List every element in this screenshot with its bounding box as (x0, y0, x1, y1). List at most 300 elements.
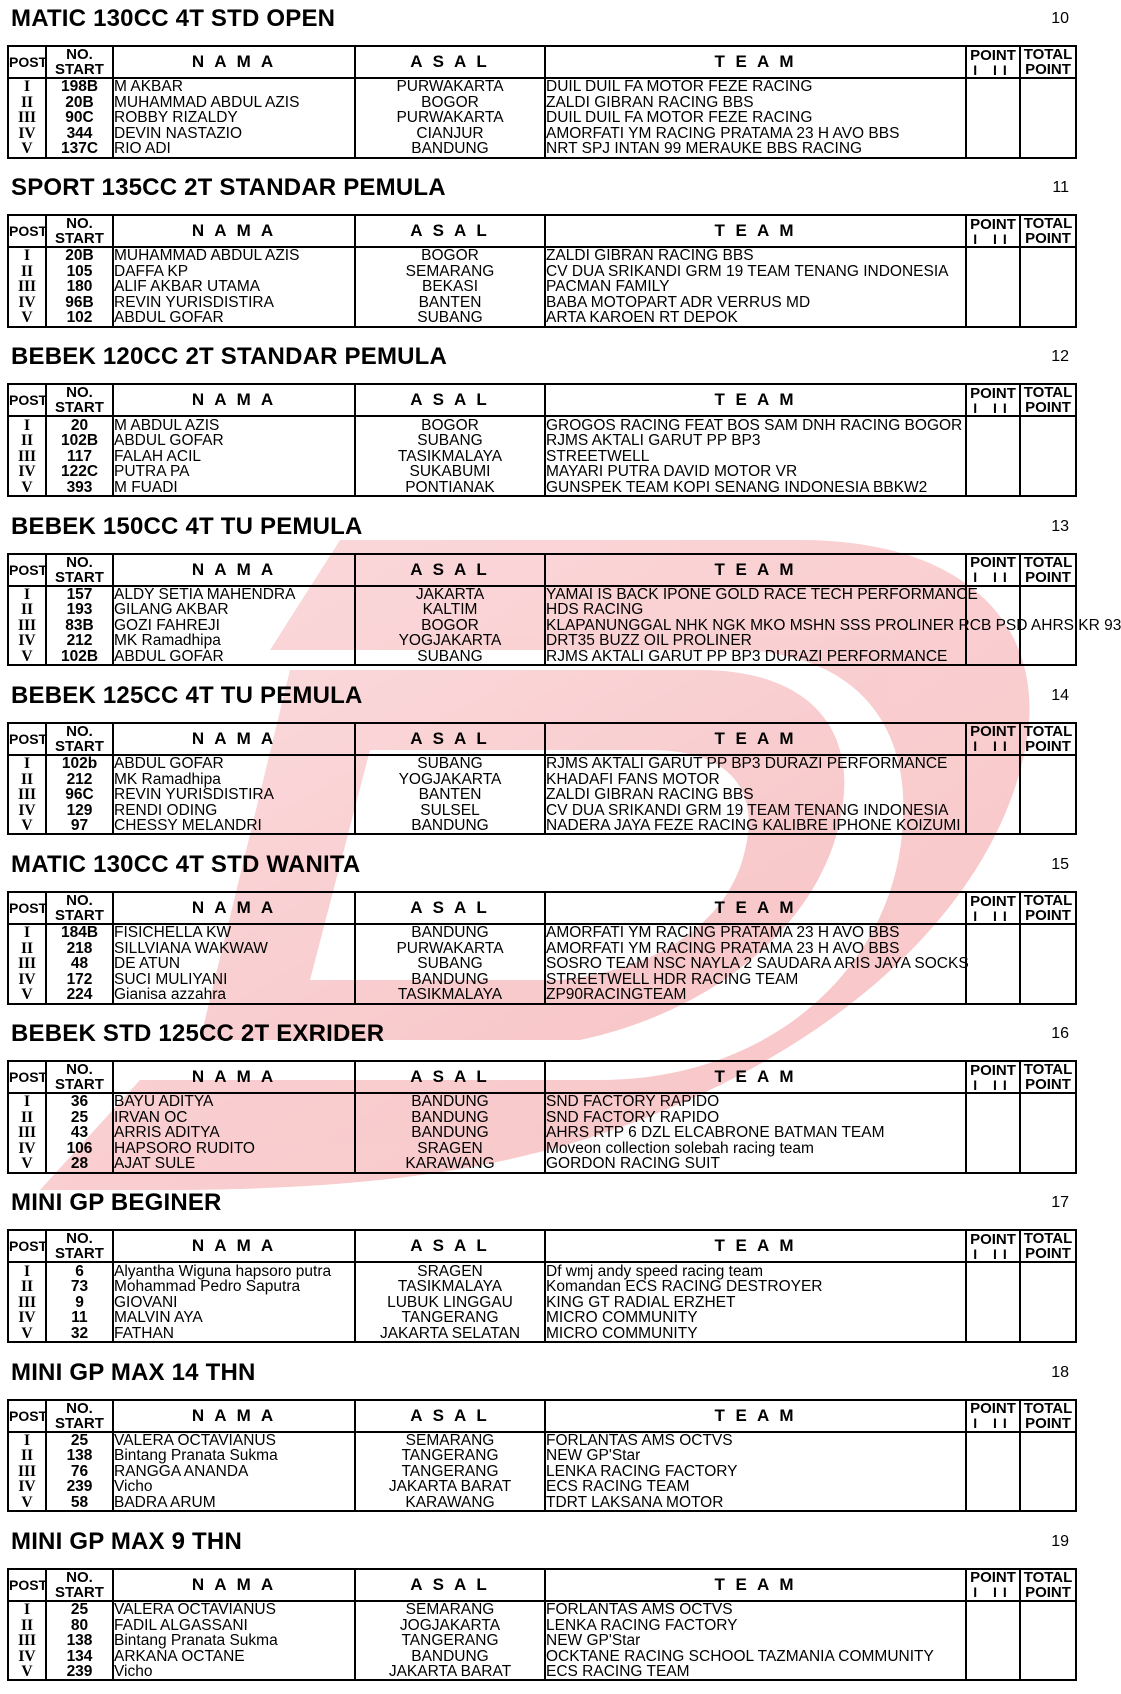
table-row (8, 78, 1076, 95)
total-point-cell (1020, 1310, 1076, 1326)
table-row (8, 987, 1076, 1004)
column-header-asal: A S A L (355, 554, 545, 586)
rider-name-cell: ROBBY RIZALDY (113, 110, 355, 126)
position-cell: I (8, 416, 46, 433)
table-row (8, 755, 1076, 772)
race-class-section (7, 511, 1121, 679)
position-cell: III (8, 787, 46, 803)
start-number-cell: 90C (46, 110, 113, 126)
position-cell: IV (8, 802, 46, 818)
column-header-pos: POST (8, 1569, 46, 1601)
table-row (8, 586, 1076, 603)
position-cell: V (8, 818, 46, 835)
column-header-nama: N A M A (113, 215, 355, 247)
rider-name-cell: ALIF AKBAR UTAMA (113, 279, 355, 295)
column-header-nama: N A M A (113, 46, 355, 78)
column-header-start: START (55, 1076, 104, 1094)
team-cell: KING GT RADIAL ERZHET (545, 1294, 966, 1310)
point-cell (966, 633, 1020, 649)
column-header-total-label: TOTAL (1023, 1230, 1073, 1248)
origin-cell: BEKASI (355, 279, 545, 295)
column-header-team: T E A M (545, 723, 966, 755)
total-point-cell (1020, 433, 1076, 449)
rider-name-cell: FISICHELLA KW (113, 924, 355, 941)
column-header-point (966, 215, 1020, 247)
position-cell: IV (8, 633, 46, 649)
start-number-cell: 80 (46, 1617, 113, 1633)
table-row (8, 1633, 1076, 1649)
column-header-point (966, 723, 1020, 755)
rider-name-cell: MUHAMMAD ABDUL AZIS (113, 247, 355, 264)
column-header-total-point-label: POINT (1025, 1076, 1071, 1094)
position-cell: IV (8, 464, 46, 480)
column-header-point (966, 1230, 1020, 1262)
position-cell: II (8, 95, 46, 111)
column-header-no-start (46, 1400, 113, 1432)
position-cell: V (8, 649, 46, 666)
race-class-number: 10 (1051, 10, 1069, 27)
table-row (8, 479, 1076, 496)
column-header-point (966, 892, 1020, 924)
column-header-start: START (55, 907, 104, 924)
race-class-section (7, 1187, 1077, 1355)
table-row (8, 264, 1076, 280)
total-point-cell (1020, 310, 1076, 327)
race-class-title: MINI GP BEGINER (11, 1189, 222, 1217)
position-cell: II (8, 1617, 46, 1633)
table-header-row (8, 723, 1076, 755)
race-class-title: MINI GP MAX 14 THN (11, 1358, 256, 1386)
point-cell (966, 1110, 1020, 1126)
total-point-cell (1020, 264, 1076, 280)
point-cell (966, 818, 1020, 835)
table-row (8, 787, 1076, 803)
race-class-section (7, 849, 1077, 1017)
column-header-total-point (1020, 723, 1076, 755)
start-number-cell: 344 (46, 126, 113, 142)
position-cell: II (8, 433, 46, 449)
team-cell: RJMS AKTALI GARUT PP BP3 DURAZI PERFORMANCE (545, 755, 966, 772)
total-point-cell (1020, 771, 1076, 787)
total-point-cell (1020, 126, 1076, 142)
total-point-cell (1020, 1093, 1076, 1110)
start-number-cell: 105 (46, 264, 113, 280)
total-point-cell (1020, 110, 1076, 126)
column-header-total-point-label: POINT (1025, 568, 1071, 586)
total-point-cell (1020, 1648, 1076, 1664)
team-cell: ECS RACING TEAM (545, 1479, 966, 1495)
origin-cell: BANDUNG (355, 141, 545, 158)
table-row (8, 416, 1076, 433)
team-cell: DUIL DUIL FA MOTOR FEZE RACING (545, 110, 966, 126)
column-header-point (966, 46, 1020, 78)
column-header-total-point-label: POINT (1025, 737, 1071, 755)
table-header-row (8, 1061, 1076, 1093)
table-header-row (8, 1400, 1076, 1432)
column-header-pos: POST (8, 215, 46, 247)
table-row (8, 818, 1076, 835)
start-number-cell: 43 (46, 1125, 113, 1141)
column-header-total-label: TOTAL (1023, 892, 1073, 909)
point-cell (966, 1310, 1020, 1326)
race-class-title: MINI GP MAX 9 THN (11, 1527, 242, 1555)
column-header-no: NO. (66, 46, 93, 63)
position-cell: III (8, 1464, 46, 1480)
column-header-no-start (46, 46, 113, 78)
start-number-cell: 172 (46, 972, 113, 988)
origin-cell: TASIKMALAYA (355, 987, 545, 1004)
column-header-point-label: POINT (970, 892, 1016, 910)
column-header-no: NO. (66, 384, 93, 402)
origin-cell: BANDUNG (355, 1110, 545, 1126)
team-cell: YAMAI IS BACK IPONE GOLD RACE TECH PERFORMANCE (546, 585, 978, 603)
table-row (8, 956, 1076, 972)
point-cell (966, 1262, 1020, 1279)
team-cell: Df wmj andy speed racing team (545, 1262, 966, 1279)
position-cell: V (8, 987, 46, 1004)
start-number-cell: 9 (46, 1294, 113, 1310)
origin-cell: BANTEN (355, 295, 545, 311)
total-point-cell (1020, 1601, 1076, 1618)
point-cell (966, 602, 1020, 618)
column-header-point (966, 384, 1020, 416)
position-cell: III (8, 448, 46, 464)
position-cell: IV (8, 972, 46, 988)
column-header-point-label: POINT (970, 723, 1016, 741)
column-header-point-label: POINT (970, 215, 1016, 233)
table-row (8, 1325, 1076, 1342)
column-header-point (966, 1400, 1020, 1432)
table-row (8, 1464, 1076, 1480)
position-cell: II (8, 771, 46, 787)
start-number-cell: 20B (46, 247, 113, 264)
column-header-asal: A S A L (355, 1061, 545, 1093)
column-header-total-point (1020, 384, 1076, 416)
origin-cell: PURWAKARTA (355, 78, 545, 95)
origin-cell: BANTEN (355, 787, 545, 803)
column-header-point-heats: I II (973, 738, 1013, 755)
start-number-cell: 25 (46, 1110, 113, 1126)
origin-cell: JAKARTA BARAT (355, 1664, 545, 1681)
position-cell: II (8, 941, 46, 957)
table-row (8, 924, 1076, 941)
table-row (8, 279, 1076, 295)
position-cell: II (8, 602, 46, 618)
column-header-point (966, 554, 1020, 586)
position-cell: V (8, 479, 46, 496)
table-row (8, 448, 1076, 464)
origin-cell: BOGOR (355, 247, 545, 264)
point-cell (966, 755, 1020, 772)
origin-cell: PURWAKARTA (355, 110, 545, 126)
team-cell: CV DUA SRIKANDI GRM 19 TEAM TENANG INDONESIA (545, 802, 966, 818)
race-class-section (7, 1018, 1077, 1186)
team-cell: AHRS RTP 6 DZL ELCABRONE BATMAN TEAM (545, 1125, 966, 1141)
rider-name-cell: Vicho (113, 1479, 355, 1495)
position-cell: I (8, 755, 46, 772)
column-header-total-point (1020, 554, 1076, 586)
column-header-total-point (1020, 1569, 1076, 1601)
column-header-team: T E A M (545, 1400, 966, 1432)
table-header-row (8, 1230, 1076, 1262)
race-class-number: 19 (1051, 1532, 1069, 1550)
column-header-point-heats: I II (973, 569, 1013, 586)
origin-cell: TASIKMALAYA (355, 1279, 545, 1295)
point-cell (966, 279, 1020, 295)
rider-name-cell: FALAH ACIL (113, 448, 355, 464)
origin-cell: SUKABUMI (355, 464, 545, 480)
column-header-pos: POST (8, 1061, 46, 1093)
start-number-cell: 137C (46, 141, 113, 158)
origin-cell: JAKARTA (355, 586, 545, 603)
total-point-cell (1020, 416, 1076, 433)
team-cell: NADERA JAYA FEZE RACING KALIBRE IPHONE KOIZUMI (545, 818, 966, 835)
origin-cell: SEMARANG (355, 1432, 545, 1449)
table-row (8, 1617, 1076, 1633)
rider-name-cell: Mohammad Pedro Saputra (113, 1279, 355, 1295)
race-class-title: MATIC 130CC 4T STD WANITA (11, 851, 361, 878)
total-point-cell (1020, 602, 1076, 618)
total-point-cell (1020, 924, 1076, 941)
race-class-number: 12 (1051, 348, 1069, 366)
column-header-team: T E A M (545, 1569, 966, 1601)
origin-cell: BOGOR (355, 618, 545, 634)
column-header-total-point-label: POINT (1025, 61, 1071, 78)
race-class-number: 16 (1051, 1025, 1069, 1043)
race-class-title: BEBEK STD 125CC 2T EXRIDER (11, 1020, 385, 1048)
rider-name-cell: VALERA OCTAVIANUS (113, 1601, 355, 1618)
results-table (7, 383, 1077, 497)
origin-cell: TANGERANG (355, 1448, 545, 1464)
column-header-point-heats: I II (973, 1415, 1013, 1432)
results-table (7, 1060, 1077, 1174)
point-cell (966, 1648, 1020, 1664)
position-cell: IV (8, 1310, 46, 1326)
column-header-pos: POST (8, 46, 46, 78)
results-table (7, 891, 1077, 1005)
origin-cell: YOGJAKARTA (355, 771, 545, 787)
start-number-cell: 134 (46, 1648, 113, 1664)
point-cell (966, 247, 1020, 264)
point-cell (966, 78, 1020, 95)
column-header-total-label: TOTAL (1023, 1399, 1073, 1417)
point-cell (966, 433, 1020, 449)
start-number-cell: 32 (46, 1325, 113, 1342)
total-point-cell (1020, 1432, 1076, 1449)
column-header-start: START (55, 230, 104, 248)
results-table (7, 1229, 1077, 1343)
rider-name-cell: ARRIS ADITYA (113, 1125, 355, 1141)
rider-name-cell: FADIL ALGASSANI (113, 1617, 355, 1633)
total-point-cell (1020, 1664, 1076, 1681)
start-number-cell: 212 (46, 771, 113, 787)
column-header-start: START (55, 737, 104, 755)
column-header-no: NO. (66, 1399, 93, 1417)
table-header-row (8, 1569, 1076, 1601)
table-header-row (8, 554, 1076, 586)
column-header-no: NO. (66, 1061, 93, 1079)
column-header-team: T E A M (545, 215, 966, 247)
origin-cell: SEMARANG (355, 264, 545, 280)
rider-name-cell: HAPSORO RUDITO (113, 1141, 355, 1157)
column-header-start: START (55, 61, 104, 78)
team-cell: AMORFATI YM RACING PRATAMA 23 H AVO BBS (545, 126, 966, 142)
column-header-asal: A S A L (355, 723, 545, 755)
table-row (8, 126, 1076, 142)
point-cell (966, 1464, 1020, 1480)
point-cell (966, 987, 1020, 1004)
team-cell: LENKA RACING FACTORY (545, 1464, 966, 1480)
team-cell: ZALDI GIBRAN RACING BBS (545, 247, 966, 264)
table-row (8, 941, 1076, 957)
table-header-row (8, 892, 1076, 924)
table-row (8, 618, 1076, 634)
start-number-cell: 198B (46, 78, 113, 95)
point-cell (966, 479, 1020, 496)
column-header-point-heats: I II (973, 1584, 1013, 1601)
total-point-cell (1020, 1479, 1076, 1495)
origin-cell: SULSEL (355, 802, 545, 818)
column-header-point (966, 1061, 1020, 1093)
column-header-total-point (1020, 215, 1076, 247)
origin-cell: PURWAKARTA (355, 941, 545, 957)
table-row (8, 1262, 1076, 1279)
table-row (8, 802, 1076, 818)
rider-name-cell: DEVIN NASTAZIO (113, 126, 355, 142)
results-table (7, 45, 1077, 159)
point-cell (966, 941, 1020, 957)
column-header-no: NO. (66, 553, 93, 571)
column-header-team: T E A M (545, 384, 966, 416)
race-class-number: 18 (1051, 1363, 1069, 1381)
team-cell: DUIL DUIL FA MOTOR FEZE RACING (545, 78, 966, 95)
start-number-cell: 96C (46, 787, 113, 803)
point-cell (966, 771, 1020, 787)
point-cell (966, 1633, 1020, 1649)
total-point-cell (1020, 586, 1076, 603)
origin-cell: BANDUNG (355, 924, 545, 941)
column-header-total-label: TOTAL (1023, 1568, 1073, 1586)
origin-cell: TANGERANG (355, 1633, 545, 1649)
total-point-cell (1020, 787, 1076, 803)
team-cell: GORDON RACING SUIT (545, 1156, 966, 1173)
column-header-point-label: POINT (970, 1061, 1016, 1079)
team-cell: DRT35 BUZZ OIL PROLINER (545, 633, 966, 649)
table-row (8, 1601, 1076, 1618)
start-number-cell: 83B (46, 618, 113, 634)
start-number-cell: 129 (46, 802, 113, 818)
table-row (8, 1141, 1076, 1157)
start-number-cell: 102 (46, 310, 113, 327)
race-class-section (7, 1357, 1077, 1525)
position-cell: IV (8, 126, 46, 142)
column-header-total-point (1020, 892, 1076, 924)
team-cell: GROGOS RACING FEAT BOS SAM DNH RACING BOGOR (545, 416, 966, 433)
start-number-cell: 239 (46, 1664, 113, 1681)
team-cell: AMORFATI YM RACING PRATAMA 23 H AVO BBS (545, 924, 966, 941)
origin-cell: YOGJAKARTA (355, 633, 545, 649)
column-header-no-start (46, 723, 113, 755)
results-table (7, 1568, 1077, 1682)
team-cell: FORLANTAS AMS OCTVS (545, 1432, 966, 1449)
origin-cell: KALTIM (355, 602, 545, 618)
point-cell (966, 416, 1020, 433)
point-cell (966, 1093, 1020, 1110)
column-header-no-start (46, 384, 113, 416)
team-cell: LENKA RACING FACTORY (545, 1617, 966, 1633)
rider-name-cell: REVIN YURISDISTIRA (113, 787, 355, 803)
race-class-title: SPORT 135CC 2T STANDAR PEMULA (11, 174, 446, 202)
column-header-total-label: TOTAL (1023, 46, 1073, 63)
start-number-cell: 393 (46, 479, 113, 496)
position-cell: I (8, 1432, 46, 1449)
rider-name-cell: GIOVANI (113, 1294, 355, 1310)
column-header-start: START (55, 399, 104, 417)
origin-cell: SUBANG (355, 755, 545, 772)
origin-cell: BOGOR (355, 95, 545, 111)
rider-name-cell: MK Ramadhipa (113, 633, 355, 649)
origin-cell: SUBANG (355, 956, 545, 972)
race-class-title: BEBEK 120CC 2T STANDAR PEMULA (11, 343, 448, 371)
start-number-cell: 157 (46, 586, 113, 603)
rider-name-cell: MUHAMMAD ABDUL AZIS (113, 95, 355, 111)
race-class-title: BEBEK 150CC 4T TU PEMULA (11, 512, 363, 540)
column-header-asal: A S A L (355, 1230, 545, 1262)
team-cell: STREETWELL HDR RACING TEAM (545, 972, 966, 988)
origin-cell: BANDUNG (355, 818, 545, 835)
team-cell: FORLANTAS AMS OCTVS (545, 1601, 966, 1618)
column-header-total-point (1020, 1400, 1076, 1432)
column-header-no-start (46, 554, 113, 586)
point-cell (966, 1432, 1020, 1449)
column-header-nama: N A M A (113, 723, 355, 755)
point-cell (966, 95, 1020, 111)
column-header-asal: A S A L (355, 384, 545, 416)
team-cell: ZP90RACINGTEAM (545, 987, 966, 1004)
team-cell: MAYARI PUTRA DAVID MOTOR VR (545, 464, 966, 480)
start-number-cell: 48 (46, 956, 113, 972)
point-cell (966, 1479, 1020, 1495)
origin-cell: JAKARTA SELATAN (355, 1325, 545, 1342)
total-point-cell (1020, 1141, 1076, 1157)
start-number-cell: 25 (46, 1432, 113, 1449)
origin-cell: SRAGEN (355, 1141, 545, 1157)
table-row (8, 1664, 1076, 1681)
total-point-cell (1020, 649, 1076, 666)
column-header-point-label: POINT (970, 46, 1016, 64)
point-cell (966, 110, 1020, 126)
origin-cell: LUBUK LINGGAU (355, 1294, 545, 1310)
start-number-cell: 28 (46, 1156, 113, 1173)
table-row (8, 1432, 1076, 1449)
rider-name-cell: ABDUL GOFAR (113, 755, 355, 772)
total-point-cell (1020, 295, 1076, 311)
column-header-asal: A S A L (355, 215, 545, 247)
team-cell: ARTA KAROEN RT DEPOK (545, 310, 966, 327)
rider-name-cell: RENDI ODING (113, 802, 355, 818)
results-table (7, 553, 1121, 667)
start-number-cell: 20B (46, 95, 113, 111)
total-point-cell (1020, 1464, 1076, 1480)
rider-name-cell: ABDUL GOFAR (113, 433, 355, 449)
column-header-point-heats: I II (973, 1076, 1013, 1093)
table-row (8, 1156, 1076, 1173)
team-cell: SND FACTORY RAPIDO (545, 1093, 966, 1110)
rider-name-cell: DE ATUN (113, 956, 355, 972)
rider-name-cell: BAYU ADITYA (113, 1093, 355, 1110)
rider-name-cell: MK Ramadhipa (113, 771, 355, 787)
table-row (8, 1310, 1076, 1326)
